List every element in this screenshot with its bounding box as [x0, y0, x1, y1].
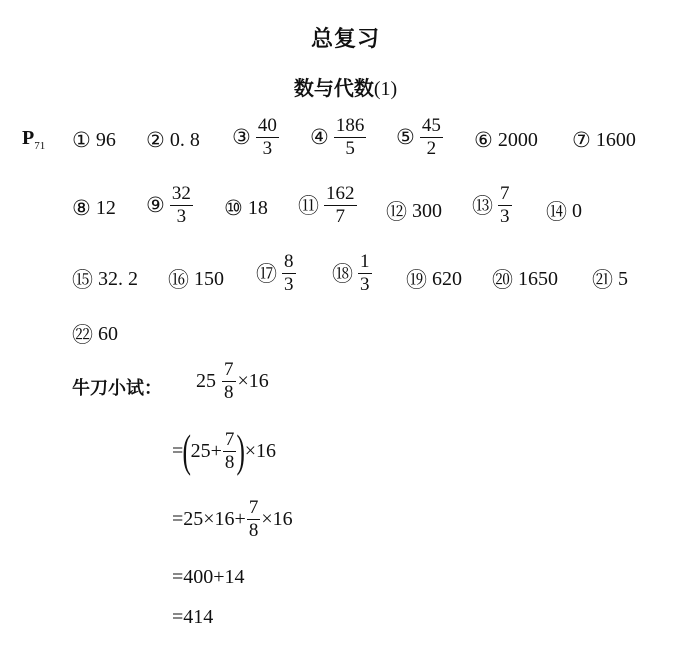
answer-16-value: 150	[194, 267, 224, 290]
answer-18-fraction	[358, 252, 372, 295]
answer-9-mark: ⑨	[146, 193, 165, 218]
answer-10	[224, 196, 268, 220]
page-letter: P	[22, 127, 35, 149]
answer-18-mark: ⑱	[332, 262, 353, 287]
line2-fraction	[223, 430, 237, 473]
answer-5-denominator: 2	[426, 137, 437, 159]
exercise-line-1	[196, 360, 269, 403]
line1-denominator: 8	[224, 381, 234, 403]
answer-2-value: 0. 8	[169, 128, 200, 151]
answer-14	[546, 196, 582, 226]
answer-4	[310, 116, 366, 159]
answer-16	[168, 264, 224, 294]
answer-21-value: 5	[618, 267, 628, 290]
answer-22-mark: ㉒	[72, 323, 93, 347]
line1-numerator: 7	[224, 359, 234, 380]
line1-fraction	[222, 360, 236, 403]
answer-17-fraction	[282, 252, 296, 295]
answer-17-denominator: 3	[284, 273, 294, 295]
exercise-line-2	[172, 425, 276, 476]
answer-10-mark: ⑩	[224, 196, 243, 220]
answer-15-mark: ⑮	[72, 268, 93, 292]
answer-12-mark: ⑫	[386, 200, 407, 224]
answer-11-denominator: 7	[335, 205, 345, 227]
answer-9-denominator: 3	[176, 205, 187, 227]
line3-fraction	[247, 498, 261, 541]
line3-rest: ×16	[261, 507, 293, 530]
answer-3-mark: ③	[232, 125, 251, 150]
answer-18	[332, 252, 372, 295]
answer-17-mark: ⑰	[256, 262, 277, 287]
answer-11	[298, 184, 357, 227]
answer-6	[474, 128, 538, 152]
answer-13	[472, 184, 512, 227]
answer-15	[72, 264, 138, 294]
line1-whole: 25	[196, 369, 216, 392]
line2-eq: =	[172, 439, 184, 462]
answer-13-denominator: 3	[500, 205, 510, 227]
answer-13-numerator: 7	[500, 183, 510, 204]
page-number: 71	[34, 140, 46, 152]
answer-1	[72, 128, 116, 152]
line3-a: =25×16+	[172, 507, 246, 530]
answer-5-mark: ⑤	[396, 125, 415, 150]
subtitle-text: 数与代数	[293, 76, 374, 100]
answer-5-fraction	[420, 116, 443, 159]
answer-20-mark: ⑳	[492, 268, 513, 292]
answer-7-mark: ⑦	[572, 128, 591, 152]
line3-numerator: 7	[248, 497, 259, 518]
answer-3-numerator: 40	[257, 115, 277, 136]
answer-8-value: 12	[95, 196, 116, 219]
answer-20	[492, 264, 558, 294]
section-subtitle	[0, 72, 691, 101]
answer-4-mark: ④	[310, 125, 329, 150]
answer-13-mark: ⑬	[472, 194, 493, 219]
answer-9-numerator: 32	[171, 183, 191, 204]
exercise-line-5: =414	[172, 606, 214, 628]
line2-left-paren: (	[182, 425, 192, 476]
answer-2	[146, 128, 200, 152]
page-title: 总复习	[310, 27, 380, 52]
answer-3-denominator: 3	[262, 137, 273, 159]
answer-3-fraction	[256, 116, 279, 159]
subtitle-paren: (1)	[373, 78, 398, 100]
answer-6-value: 2000	[497, 128, 538, 151]
answer-17-numerator: 8	[284, 251, 294, 272]
line3-denominator: 8	[248, 519, 259, 541]
answer-4-numerator: 186	[335, 115, 365, 136]
answer-8	[72, 196, 116, 220]
answer-21-mark: ㉑	[592, 268, 613, 292]
exercise-line-3	[172, 498, 293, 541]
answer-11-numerator: 162	[326, 183, 355, 204]
answer-4-fraction	[334, 116, 367, 159]
answer-19	[406, 264, 462, 294]
answer-5	[396, 116, 443, 159]
answer-3	[232, 116, 279, 159]
answer-1-value: 96	[95, 128, 116, 151]
answer-9-fraction	[170, 184, 193, 227]
page-reference	[22, 127, 45, 152]
answer-7-value: 1600	[595, 128, 636, 151]
answer-19-mark: ⑲	[406, 268, 427, 292]
line1-rest: ×16	[237, 369, 269, 392]
answer-4-denominator: 5	[345, 137, 355, 159]
exercise-line-4: =400+14	[172, 566, 245, 588]
answer-15-value: 32. 2	[98, 267, 138, 290]
answer-14-value: 0	[572, 199, 582, 222]
answer-22	[72, 319, 118, 349]
answer-18-numerator: 1	[360, 251, 370, 272]
line2-right-paren: )	[236, 425, 246, 476]
line2-numerator: 7	[224, 428, 235, 450]
exercise-label: 牛刀小试：	[72, 378, 162, 399]
line2-rest: ×16	[244, 439, 276, 462]
answer-7	[572, 128, 636, 152]
answer-10-value: 18	[247, 196, 268, 219]
answer-20-value: 1650	[518, 267, 558, 290]
answer-9	[146, 184, 193, 227]
answer-6-mark: ⑥	[474, 128, 493, 152]
answer-12-value: 300	[412, 199, 442, 222]
answer-19-value: 620	[432, 267, 462, 290]
answer-12	[386, 196, 442, 226]
answer-21	[592, 264, 628, 294]
answer-22-value: 60	[98, 322, 118, 345]
answer-11-fraction	[324, 184, 357, 227]
answer-5-numerator: 45	[421, 115, 441, 136]
answer-17	[256, 252, 296, 295]
answer-1-mark: ①	[72, 128, 91, 152]
answer-2-mark: ②	[146, 128, 165, 152]
answer-14-mark: ⑭	[546, 200, 567, 224]
answer-18-denominator: 3	[360, 273, 370, 295]
line2-denominator: 8	[224, 451, 235, 473]
answer-11-mark: ⑪	[298, 194, 319, 219]
line2-a: 25+	[190, 439, 222, 462]
answer-8-mark: ⑧	[72, 196, 91, 220]
answer-16-mark: ⑯	[168, 268, 189, 292]
answer-13-fraction	[498, 184, 512, 227]
